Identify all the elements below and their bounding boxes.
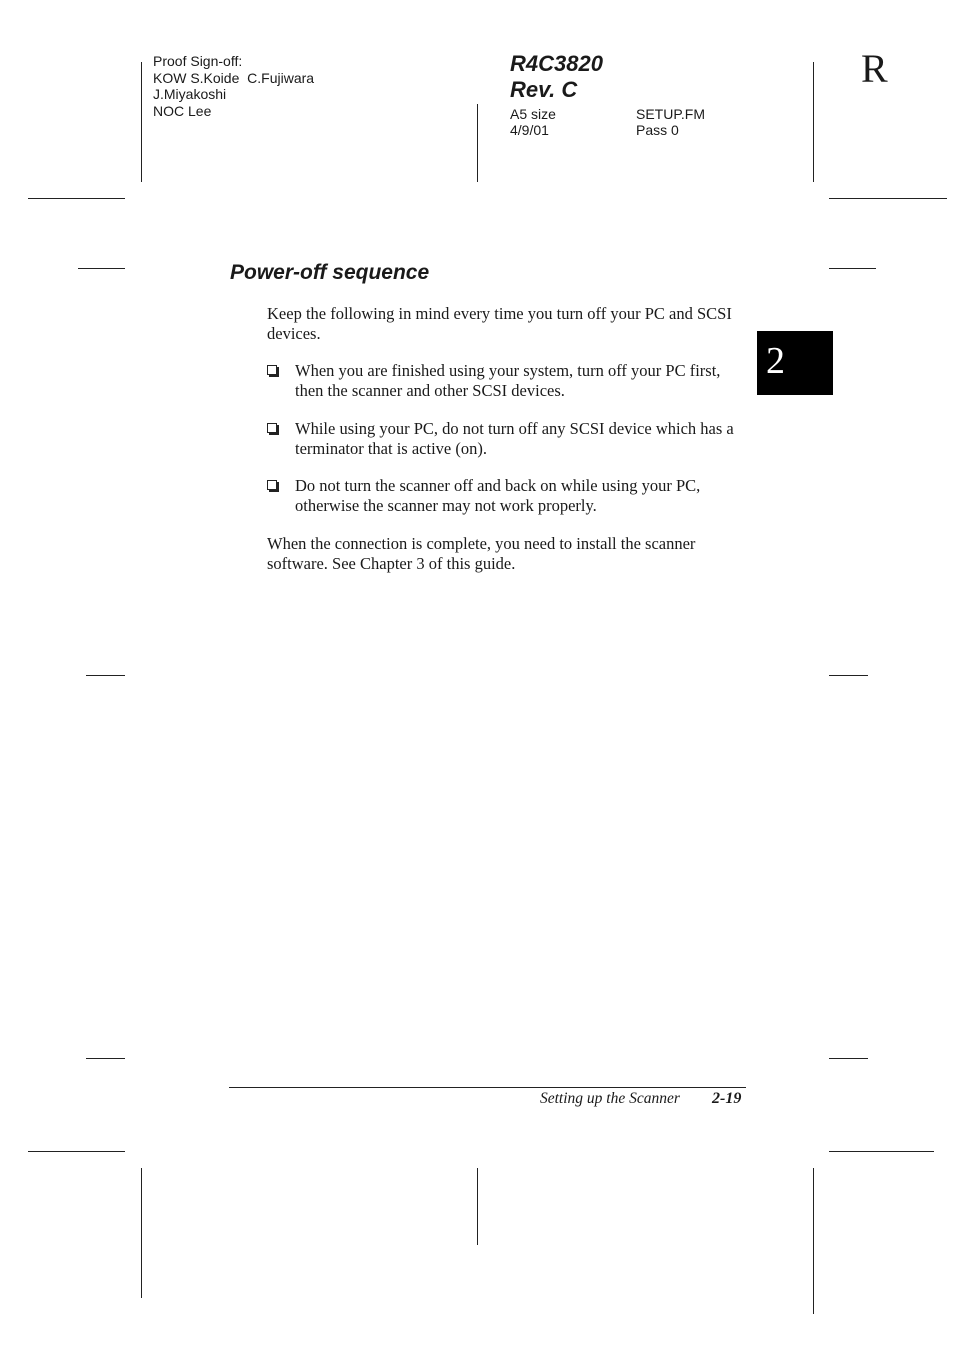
crop-mark (477, 104, 478, 182)
crop-mark (829, 268, 876, 269)
bullet-item (267, 361, 747, 401)
proof-line: KOW S.Koide C.Fujiwara (153, 69, 315, 86)
checkbox-bullet-icon (267, 365, 277, 375)
crop-mark (78, 268, 125, 269)
crop-mark (813, 62, 814, 182)
chapter-tab (757, 331, 833, 395)
crop-mark (86, 1058, 125, 1059)
crop-mark (829, 198, 947, 199)
model-block (510, 51, 603, 103)
checkbox-bullet-icon (267, 480, 277, 490)
print-date: 4/9/01 (510, 122, 549, 138)
bullet-item (267, 476, 747, 516)
crop-mark (28, 198, 125, 199)
pass-number: Pass 0 (636, 122, 679, 138)
crop-mark (141, 1168, 142, 1298)
bullet-text: When you are finished using your system, turn off your PC first, then the scanner and other SCSI devices. (295, 361, 721, 400)
proof-line: NOC Lee (153, 102, 212, 119)
corner-letter: R (861, 46, 888, 91)
crop-mark (829, 1151, 934, 1152)
proof-line: J.Miyakoshi (153, 86, 227, 102)
intro-paragraph: Keep the following in mind every time you turn off your PC and SCSI devices. (267, 304, 732, 343)
footer-chapter-title: Setting up the Scanner (540, 1090, 680, 1107)
bullet-item (267, 419, 747, 459)
proof-signoff-block (153, 53, 314, 119)
section-title: Power-off sequence (230, 261, 430, 284)
revision: Rev. C (510, 77, 578, 102)
file-name: SETUP.FM (636, 106, 705, 122)
crop-mark (829, 1058, 868, 1059)
crop-mark (477, 1168, 478, 1245)
model-number: R4C3820 (510, 51, 603, 76)
checkbox-bullet-icon (267, 423, 277, 433)
footer-rule (229, 1087, 746, 1088)
closing-paragraph: When the connection is complete, you need to install the scanner software. See Chapter 3 of this guide. (267, 534, 696, 573)
crop-mark (141, 62, 142, 182)
crop-mark (813, 1168, 814, 1314)
proof-line: Proof Sign-off: (153, 53, 243, 69)
page-size: A5 size (510, 106, 556, 122)
page-number: 2-19 (712, 1090, 742, 1107)
bullet-text: While using your PC, do not turn off any SCSI device which has a terminator that is active (on). (295, 419, 734, 458)
crop-mark (829, 675, 868, 676)
chapter-number: 2 (766, 340, 785, 382)
crop-mark (28, 1151, 125, 1152)
bullet-text: Do not turn the scanner off and back on while using your PC, otherwise the scanner may not work properly. (295, 476, 701, 515)
crop-mark (86, 675, 125, 676)
